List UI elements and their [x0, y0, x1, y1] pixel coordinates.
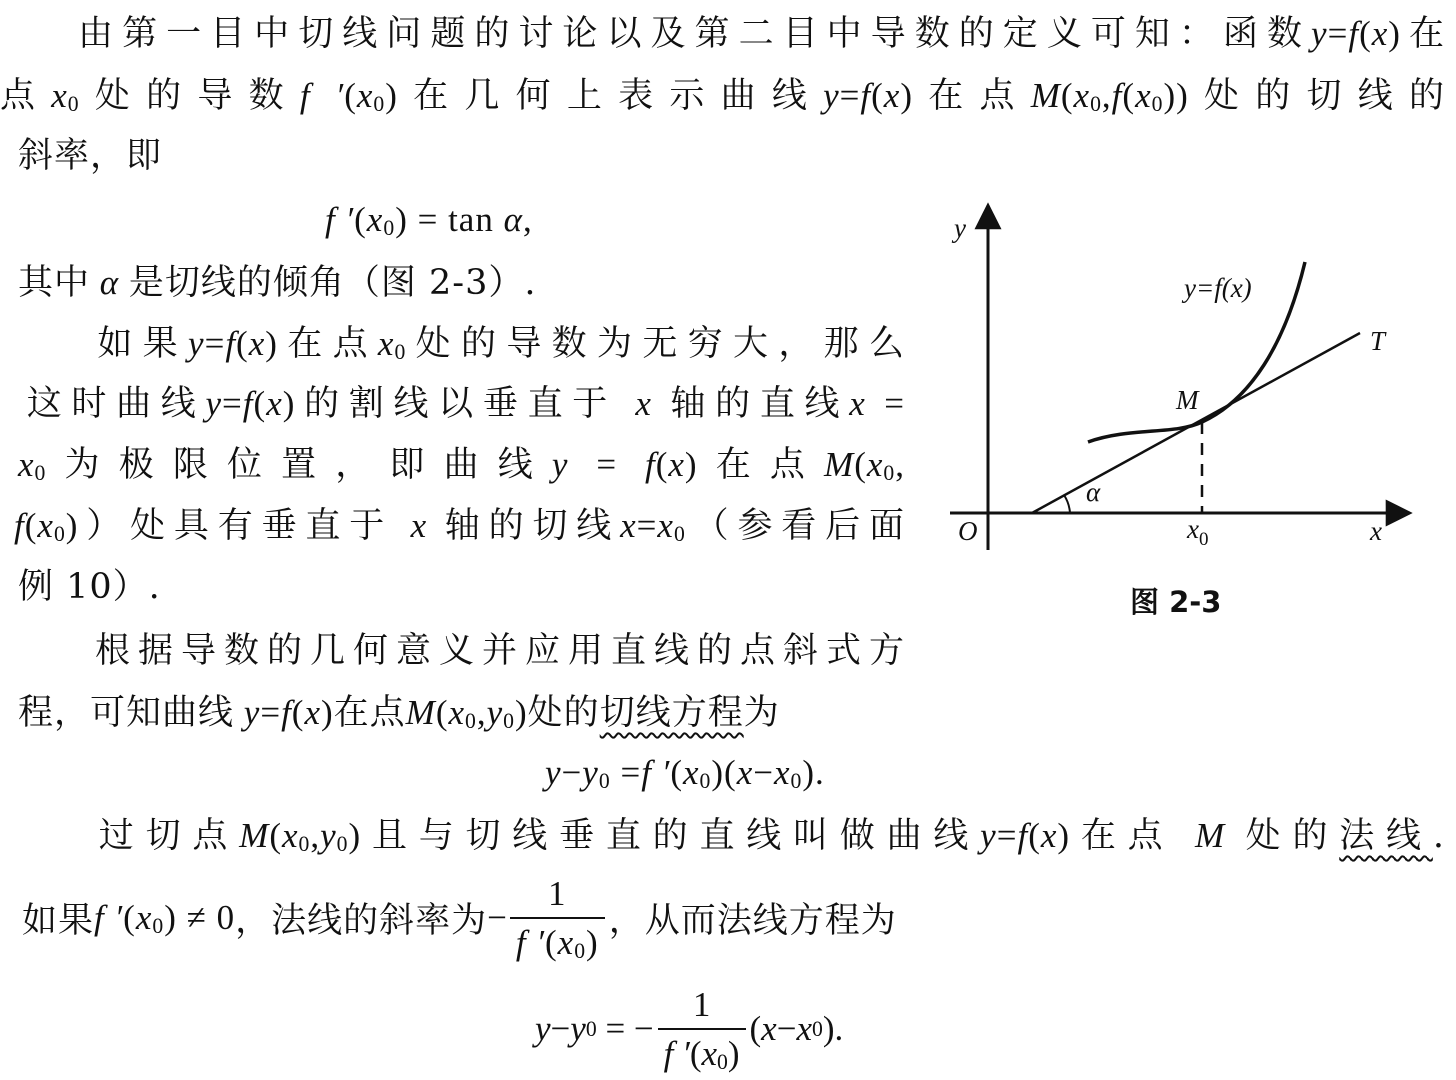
formula-point-m: $M(x_0$, [824, 445, 905, 485]
text-run: 处的导数为无穷大，那么 [406, 324, 905, 364]
text-run: 的割线以垂直于 [295, 384, 617, 424]
text-line-2 [0, 68, 1445, 124]
formula-x0: $x_0$ [51, 76, 80, 116]
label-tangent-t: T [1370, 326, 1386, 356]
formula-y-eq-fx: y [1311, 14, 1328, 53]
formula-y-eq-fx: y = f(x) [551, 445, 698, 484]
fraction-normal-slope: $\frac{1}{f '(x_0)}$ [510, 876, 605, 960]
text-run: 根据导数的几何意义并应用直线的点斜式方 [88, 631, 905, 671]
text-line-4 [18, 255, 537, 311]
text-run: ，从而法线方程为 [608, 901, 897, 941]
text-run: 轴的切线 [444, 506, 621, 546]
text-run: 为 [743, 693, 780, 733]
text-run: 过切点 [88, 816, 240, 856]
text-run: 在点 [697, 445, 825, 485]
formula-derivative-nonzero: f $'(x_0) \ne 0$ [94, 898, 236, 938]
text-run: 这时曲线 [18, 384, 206, 424]
text-run: 为极限位置，即曲线 [46, 445, 552, 485]
text-run: 在几何上表示曲线 [397, 76, 824, 116]
text-line-5 [0, 316, 905, 372]
formula-y-eq-fx: y=f(x) [234, 693, 334, 732]
label-alpha: α [1086, 477, 1101, 507]
fraction-normal-slope: $\frac{1}{f '(x_0)}$ [658, 987, 746, 1071]
text-line-1: 由第一目中切线问题的讨论以及第二目中导数的定义可知：函数y=f(x)在 [70, 14, 1445, 54]
formula-x-eq-x0: $x=x_0$ [620, 506, 686, 546]
text-run: 处的 [527, 693, 600, 733]
formula-x0: $x_0$ [18, 445, 47, 485]
text-run: 在点 [333, 693, 406, 733]
equation-normal-line: y − y 0 = − $\frac{1}{f '(x_0)}$ ( x − x 0 ). [535, 985, 844, 1074]
text-line-7 [0, 437, 905, 493]
formula-y-eq-fx: y=f(x) [188, 324, 278, 363]
text-run: ，法线的斜率为 [235, 901, 488, 941]
term-normal-line: 法线 [1339, 816, 1433, 856]
formula-x0: $x_0$ [377, 324, 407, 364]
text-run: 例 10）. [18, 567, 161, 607]
text-run: 如果 [88, 324, 189, 364]
text-run: ）处具有垂直于 [78, 506, 394, 546]
text-run: 处的 [1245, 816, 1340, 856]
text-line-9 [18, 559, 161, 615]
text-line-11 [18, 685, 780, 741]
label-x0: $x_0$ [1187, 514, 1209, 550]
equation-tangent-line: $y-y_0 =f$ $'(x_0)(x-x_0)$. [545, 753, 825, 793]
text-run: 如果 [22, 901, 95, 941]
text-run: 在点 [1070, 816, 1175, 856]
formula-derivative-x0: f $'(x_0)$ [299, 76, 398, 116]
label-curve: y=f(x) [1184, 273, 1252, 303]
text-line-8: $f(x_0)$）处具有垂直于 x 轴的切线$x=x_0$（参看后面 [14, 506, 905, 546]
text-line-6: 这时曲线y=f(x)的割线以垂直于 x 轴的直线x = [18, 384, 905, 424]
text-run: 点 [0, 76, 52, 116]
label-y-axis: y [954, 213, 966, 243]
angle-arc [1064, 495, 1070, 513]
formula-alpha: α [90, 263, 129, 302]
formula-point-m-xy: $M(x_0,y_0)$ [405, 693, 528, 733]
text-line-10 [0, 623, 905, 679]
text-run: 由第一目中切线问题的讨论以及第二目中导数的定义可知：函数 [70, 14, 1312, 54]
text-line-13: 如果 f $'(x_0) \ne 0$ ，法线的斜率为 − $\frac{1}{f '(x_0)}$ ，从而法线方程为 [22, 874, 897, 963]
label-origin: O [958, 516, 978, 546]
formula-point-m: $M(x_0,f(x_0))$ [1030, 76, 1189, 116]
text-run: 且与切线垂直的直线叫做曲线 [361, 816, 981, 856]
text-run: 是切线的倾角（图 2-3）. [128, 263, 537, 303]
text-run: 在 [1400, 14, 1445, 54]
formula-y-eq-fx: y=f(x) [823, 76, 913, 115]
text-run: 在点 [277, 324, 378, 364]
figure-tangent-diagram [940, 195, 1420, 565]
text-run: 处的切线的 [1188, 76, 1445, 116]
formula-y-eq-fx: y=f(x) [205, 384, 296, 423]
text-run: 程，可知曲线 [18, 693, 235, 733]
text-run: 在点 [912, 76, 1031, 116]
label-x-axis: x [1370, 516, 1382, 546]
term-tangent-equation: 切线方程 [599, 693, 744, 733]
text-run: 处的导数 [79, 76, 300, 116]
text-line-3 [18, 128, 162, 184]
text-run: 其中 [18, 263, 91, 303]
text-line-12: 过切点$M(x_0,y_0)$且与切线垂直的直线叫做曲线y=f(x)在点 M 处的法线. [88, 816, 1445, 856]
formula-y-eq-fx: y=f(x) [980, 816, 1071, 855]
figure-caption: 图 2-3 [1130, 585, 1222, 619]
text-run: 轴的直线 [670, 384, 850, 424]
label-point-m: M [1176, 385, 1199, 415]
text-run: （参看后面 [685, 506, 905, 546]
formula-point-m-xy: $M(x_0,y_0)$ [239, 816, 362, 856]
equation-derivative-tan: f $'(x_0) = \tan \alpha$, [325, 200, 533, 240]
text-run: 斜率，即 [18, 136, 163, 176]
